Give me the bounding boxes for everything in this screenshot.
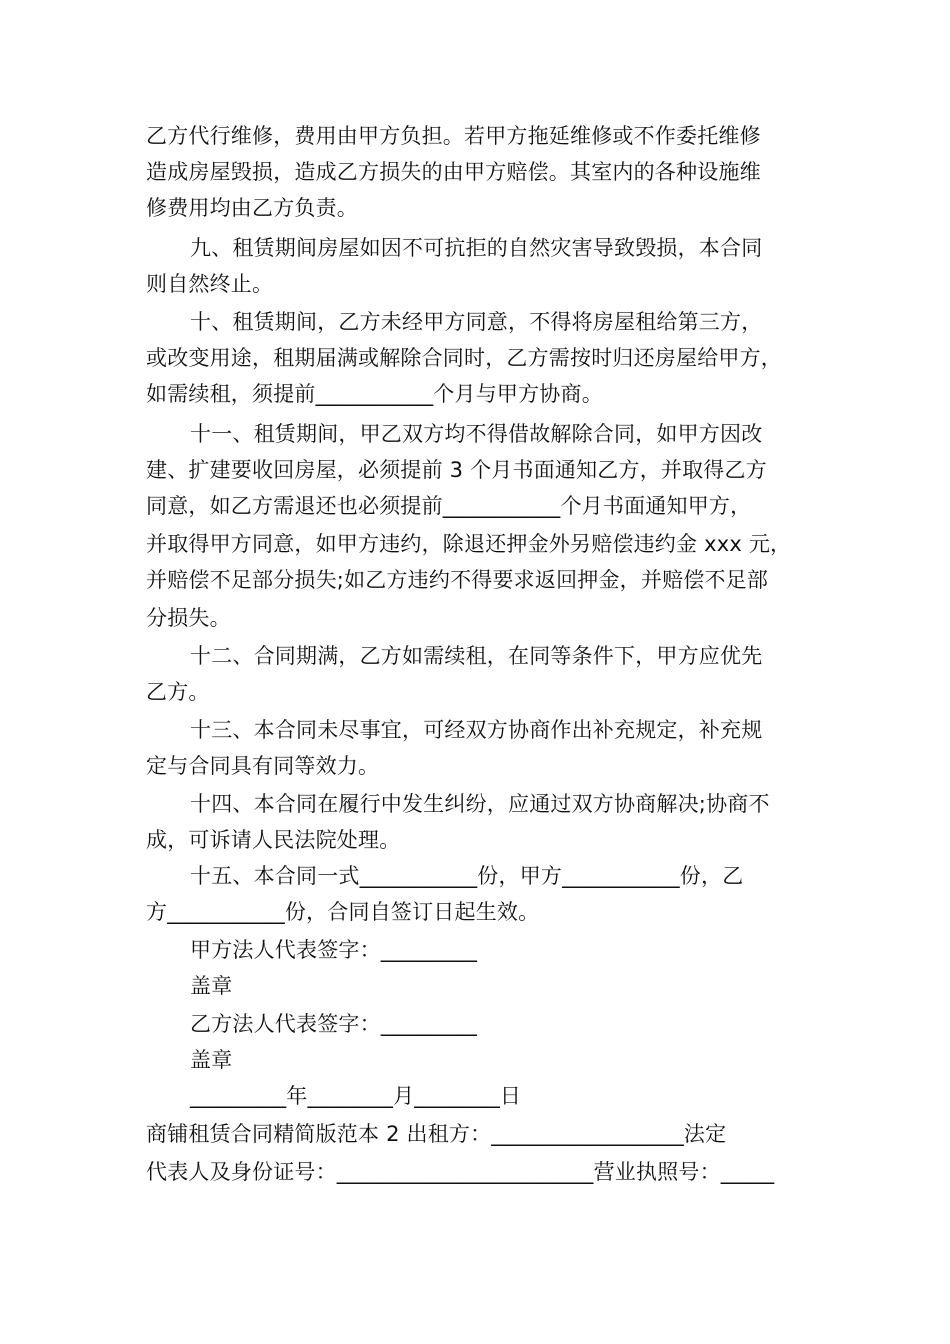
clause-12-line: 十二、合同期满，乙方如需续租，在同等条件下，甲方应优先: [190, 644, 763, 668]
clause-9-line: 九、租赁期间房屋如因不可抗拒的自然灾害导致毁损，本合同: [190, 236, 763, 260]
party-a-signature-line: 甲方法人代表签字：_________: [190, 938, 478, 962]
text-line: 造成房屋毁损，造成乙方损失的由甲方赔偿。其室内的各种设施维: [146, 160, 761, 184]
template-title-line: 商铺租赁合同精简版范本 2 出租方：__________________法定: [146, 1122, 727, 1146]
text-line: 乙方代行维修，费用由甲方负担。若甲方拖延维修或不作委托维修: [146, 124, 761, 148]
date-line: _________年________月________日: [190, 1084, 522, 1108]
text-line: 或改变用途，租期届满或解除合同时，乙方需按时归还房屋给甲方，: [146, 346, 782, 370]
text-line: 修费用均由乙方负责。: [146, 196, 358, 220]
text-line: 成，可诉请人民法院处理。: [146, 828, 401, 852]
text-line: 建、扩建要收回房屋，必须提前 3 个月书面通知乙方，并取得乙方: [146, 458, 767, 482]
text-line: 并赔偿不足部分损失;如乙方违约不得要求返回押金，并赔偿不足部: [146, 568, 769, 592]
text-line: 代表人及身份证号：________________________营业执照号：_____: [146, 1160, 775, 1184]
text-line: 分损失。: [146, 606, 231, 630]
text-line: 定与合同具有同等效力。: [146, 754, 380, 778]
party-b-signature-line: 乙方法人代表签字：_________: [190, 1012, 478, 1036]
text-line: 则自然终止。: [146, 272, 274, 296]
text-line: 同意，如乙方需退还也必须提前___________个月书面通知甲方，: [146, 494, 752, 518]
clause-14-line: 十四、本合同在履行中发生纠纷，应通过双方协商解决;协商不: [190, 792, 770, 816]
text-line: 方___________份，合同自签订日起生效。: [146, 900, 540, 924]
clause-13-line: 十三、本合同未尽事宜，可经双方协商作出补充规定，补充规: [190, 718, 763, 742]
clause-15-line: 十五、本合同一式___________份，甲方___________份，乙: [190, 864, 744, 888]
seal-label: 盖章: [190, 1048, 233, 1072]
clause-10-line: 十、租赁期间，乙方未经甲方同意，不得将房屋租给第三方，: [190, 310, 763, 334]
seal-label: 盖章: [190, 974, 233, 998]
text-line: 并取得甲方同意，如甲方违约，除退还押金外另赔偿违约金 xxx 元，: [146, 532, 792, 556]
text-line: 乙方。: [146, 680, 210, 704]
text-line: 如需续租，须提前___________个月与甲方协商。: [146, 382, 603, 406]
clause-11-line: 十一、租赁期间，甲乙双方均不得借故解除合同，如甲方因改: [190, 422, 763, 446]
